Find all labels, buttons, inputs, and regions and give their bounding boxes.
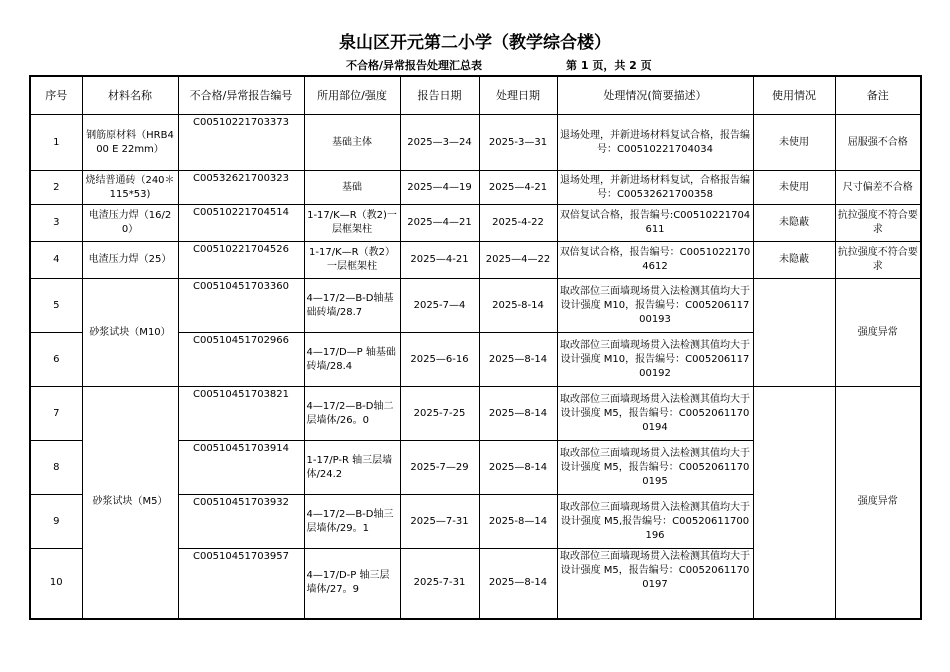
table-subtitle: 不合格/异常报告处理汇总表 bbox=[346, 59, 483, 72]
header-cell: 所用部位/强度 bbox=[304, 76, 400, 115]
cell-report: C00510451703932 bbox=[178, 495, 304, 549]
cell-part: 4—17/2—B-D轴基础砖墙/28.7 bbox=[304, 279, 400, 333]
cell-report-date: 2025—7-31 bbox=[400, 495, 479, 549]
cell-no: 8 bbox=[30, 441, 82, 495]
cell-remark: 抗拉强度不符合要求 bbox=[835, 205, 921, 242]
cell-report-date: 2025—4—21 bbox=[400, 205, 479, 242]
cell-part: 4—17/2—B-D轴三层墙体/29。1 bbox=[304, 495, 400, 549]
cell-handling: 取改部位三面墙现场贯入法检测其值均大于设计强度 M5，报告编号：C00520611700194 bbox=[557, 387, 753, 441]
cell-report-date: 2025-7-31 bbox=[400, 549, 479, 619]
cell-material: 钢筋原材料（HRB400 E 22mm） bbox=[82, 115, 178, 171]
cell-no: 7 bbox=[30, 387, 82, 441]
cell-material: 电渣压力焊（25） bbox=[82, 242, 178, 279]
cell-part: 1-17/K—R（教2)一层框架柱 bbox=[304, 205, 400, 242]
summary-table bbox=[29, 75, 922, 620]
cell-no: 5 bbox=[30, 279, 82, 333]
cell-no: 1 bbox=[30, 115, 82, 171]
cell-report: C00510451702966 bbox=[178, 333, 304, 387]
cell-process-date: 2025—8-14 bbox=[479, 549, 557, 619]
table-row bbox=[30, 387, 921, 441]
table-header-row bbox=[30, 76, 921, 115]
cell-handling: 双倍复试合格，报告编号：C00510221704612 bbox=[557, 242, 753, 279]
cell-handling: 取改部位三面墙现场贯入法检测其值均大于设计强度 M10，报告编号：C00520611700193 bbox=[557, 279, 753, 333]
cell-process-date: 2025—8-14 bbox=[479, 387, 557, 441]
table-row bbox=[30, 115, 921, 171]
cell-handling: 取改部位三面墙现场贯入法检测其值均大于设计强度 M5，报告编号：C00520611700195 bbox=[557, 441, 753, 495]
cell-report: C00510451703821 bbox=[178, 387, 304, 441]
cell-part: 4—17/D-P 轴三层墙体/27。9 bbox=[304, 549, 400, 619]
header-cell: 序号 bbox=[30, 76, 82, 115]
table-row bbox=[30, 205, 921, 242]
header-cell: 备注 bbox=[835, 76, 921, 115]
cell-usage bbox=[753, 387, 835, 619]
cell-remark: 屈服强不合格 bbox=[835, 115, 921, 171]
cell-part: 基础 bbox=[304, 171, 400, 205]
cell-report-date: 2025—4—19 bbox=[400, 171, 479, 205]
cell-no: 2 bbox=[30, 171, 82, 205]
cell-report: C00510451703957 bbox=[178, 549, 304, 619]
cell-process-date: 2025—8-14 bbox=[479, 441, 557, 495]
cell-no: 6 bbox=[30, 333, 82, 387]
cell-remark: 强度异常 bbox=[835, 387, 921, 619]
cell-handling: 取改部位三面墙现场贯入法检测其值均大于设计强度 M10，报告编号：C00520611700192 bbox=[557, 333, 753, 387]
header-cell: 材料名称 bbox=[82, 76, 178, 115]
cell-report: C00510221704526 bbox=[178, 242, 304, 279]
cell-process-date: 2025-4-22 bbox=[479, 205, 557, 242]
cell-usage: 未隐蔽 bbox=[753, 242, 835, 279]
cell-remark: 抗拉强度不符合要求 bbox=[835, 242, 921, 279]
cell-process-date: 2025-3—31 bbox=[479, 115, 557, 171]
cell-report-date: 2025-7—29 bbox=[400, 441, 479, 495]
header-cell: 处理日期 bbox=[479, 76, 557, 115]
cell-usage: 未隐蔽 bbox=[753, 205, 835, 242]
cell-report: C00510451703360 bbox=[178, 279, 304, 333]
cell-process-date: 2025—4—22 bbox=[479, 242, 557, 279]
cell-no: 3 bbox=[30, 205, 82, 242]
cell-process-date: 2025—4-21 bbox=[479, 171, 557, 205]
header-cell: 报告日期 bbox=[400, 76, 479, 115]
cell-material: 砂浆试块（M10） bbox=[82, 279, 178, 387]
cell-part: 1-17/P-R 轴三层墙体/24.2 bbox=[304, 441, 400, 495]
cell-usage: 未使用 bbox=[753, 115, 835, 171]
cell-handling: 退场处理，并新进场材料复试合格，报告编号：C00510221704034 bbox=[557, 115, 753, 171]
cell-report: C00510221703373 bbox=[178, 115, 304, 171]
cell-handling: 取改部位三面墙现场贯入法检测其值均大于设计强度 M5,报告编号：C00520611700196 bbox=[557, 495, 753, 549]
cell-handling: 双倍复试合格，报告编号:C00510221704611 bbox=[557, 205, 753, 242]
cell-process-date: 2025-8—14 bbox=[479, 495, 557, 549]
cell-remark: 强度异常 bbox=[835, 279, 921, 387]
cell-report-date: 2025—6-16 bbox=[400, 333, 479, 387]
cell-material: 砂浆试块（M5） bbox=[82, 387, 178, 619]
cell-report-date: 2025—4-21 bbox=[400, 242, 479, 279]
table-row bbox=[30, 242, 921, 279]
document-title: 泉山区开元第二小学（教学综合楼） bbox=[339, 33, 611, 53]
cell-no: 4 bbox=[30, 242, 82, 279]
header-cell: 处理情况(简要描述） bbox=[557, 76, 753, 115]
cell-process-date: 2025—8-14 bbox=[479, 333, 557, 387]
cell-material: 电渣压力焊（16/20） bbox=[82, 205, 178, 242]
cell-report: C00510451703914 bbox=[178, 441, 304, 495]
table-row bbox=[30, 171, 921, 205]
cell-report-date: 2025—3—24 bbox=[400, 115, 479, 171]
cell-part: 基础主体 bbox=[304, 115, 400, 171]
cell-no: 10 bbox=[30, 549, 82, 619]
cell-no: 9 bbox=[30, 495, 82, 549]
header-cell: 不合格/异常报告编号 bbox=[178, 76, 304, 115]
cell-process-date: 2025-8-14 bbox=[479, 279, 557, 333]
table-row bbox=[30, 279, 921, 333]
cell-report: C00532621700323 bbox=[178, 171, 304, 205]
cell-part: 4—17/D—P 轴基础砖墙/28.4 bbox=[304, 333, 400, 387]
cell-usage bbox=[753, 279, 835, 387]
cell-handling: 退场处理，并新进场材料复试，合格报告编号：C00532621700358 bbox=[557, 171, 753, 205]
page-indicator: 第 1 页，共 2 页 bbox=[566, 59, 652, 72]
cell-part: 1-17/K—R（教2）一层框架柱 bbox=[304, 242, 400, 279]
header-cell: 使用情况 bbox=[753, 76, 835, 115]
cell-remark: 尺寸偏差不合格 bbox=[835, 171, 921, 205]
cell-usage: 未使用 bbox=[753, 171, 835, 205]
cell-handling: 取改部位三面墙现场贯入法检测其值均大于设计强度 M5，报告编号：C00520611700197 bbox=[557, 549, 753, 619]
cell-report: C00510221704514 bbox=[178, 205, 304, 242]
cell-report-date: 2025-7—4 bbox=[400, 279, 479, 333]
cell-report-date: 2025-7-25 bbox=[400, 387, 479, 441]
cell-part: 4—17/2—B-D轴二层墙体/26。0 bbox=[304, 387, 400, 441]
cell-material: 烧结普通砖（240＊115*53) bbox=[82, 171, 178, 205]
